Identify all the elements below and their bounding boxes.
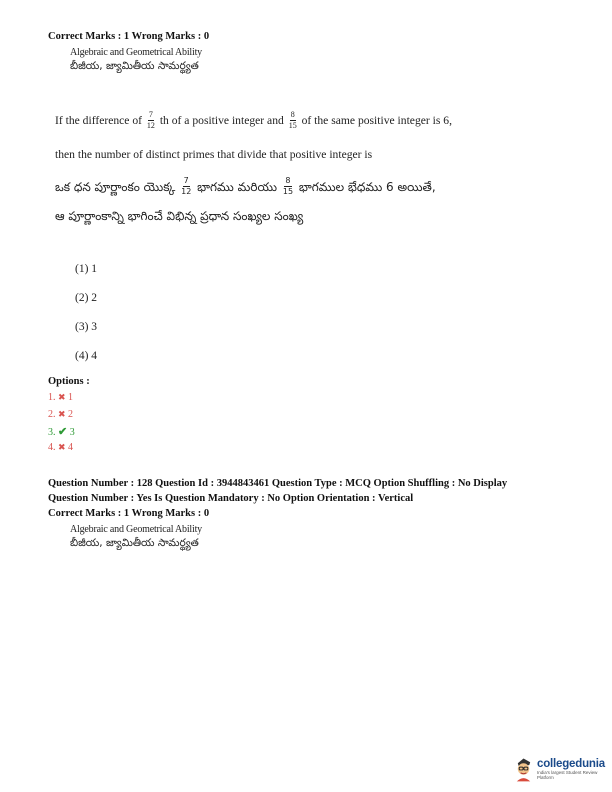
marks-header: Correct Marks : 1 Wrong Marks : 0 xyxy=(48,31,210,42)
fraction-denominator: 15 xyxy=(288,121,297,130)
option-value: 4 xyxy=(68,442,74,453)
fraction-8-15-telugu xyxy=(283,177,293,196)
logo-name: collegedunia xyxy=(537,758,605,770)
option-value: 2 xyxy=(68,409,74,420)
question-telugu-line-1 xyxy=(55,178,436,197)
collegedunia-logo xyxy=(513,756,612,782)
mascot-icon xyxy=(513,756,534,782)
fraction-numerator: 8 xyxy=(290,110,295,119)
option-3 xyxy=(48,425,75,438)
next-subject-english: Algebraic and Geometrical Ability xyxy=(70,524,202,535)
choice-1: (1) 1 xyxy=(75,263,98,275)
question-text-post: of the same positive integer is 6, xyxy=(301,114,452,128)
question-meta-line-1: Question Number : 128 Question Id : 3944843461 Question Type : MCQ Option Shuffling : No Display xyxy=(48,478,508,489)
choice-2: (2) 2 xyxy=(75,292,98,304)
check-icon: ✔ xyxy=(58,426,68,438)
logo-tagline: India's largest Student Review Platform xyxy=(537,770,598,780)
question-line-1 xyxy=(55,112,452,131)
option-number: 4. xyxy=(48,442,56,453)
option-number: 2. xyxy=(48,409,56,420)
option-2 xyxy=(48,409,73,420)
question-text-mid: th of a positive integer and xyxy=(159,114,284,128)
telugu-text-post: భాగముల భేధము 6 అయితే, xyxy=(298,180,436,194)
option-1 xyxy=(48,392,73,403)
option-4 xyxy=(48,442,73,453)
question-telugu-line-2: ఆ పూర్ణాంకాన్ని భాగించే విభిన్న ప్రధాన సంఖ్యల సంఖ్య xyxy=(55,209,304,223)
cross-icon: ✖ xyxy=(58,392,66,402)
option-value: 3 xyxy=(69,427,75,438)
fraction-numerator: 7 xyxy=(148,110,153,119)
option-value: 1 xyxy=(68,392,74,403)
cross-icon: ✖ xyxy=(58,442,66,452)
telugu-text-mid: భాగము మరియు xyxy=(197,180,278,194)
question-line-2: then the number of distinct primes that divide that positive integer is xyxy=(55,148,373,161)
option-number: 1. xyxy=(48,392,56,403)
question-marks: Correct Marks : 1 Wrong Marks : 0 xyxy=(48,508,210,519)
fraction-7-12 xyxy=(147,111,155,130)
fraction-denominator: 12 xyxy=(146,121,155,130)
telugu-text-pre: ఒక ధన పూర్ణాంకం యొక్క xyxy=(55,180,176,194)
cross-icon: ✖ xyxy=(58,409,66,419)
next-subject-telugu: బీజీయ, జ్యామితీయ సామర్థ్యత xyxy=(70,537,199,549)
option-number: 3. xyxy=(48,427,56,438)
fraction-denominator: 15 xyxy=(282,187,294,196)
fraction-8-15 xyxy=(289,111,297,130)
choice-4: (4) 4 xyxy=(75,350,98,362)
choice-3: (3) 3 xyxy=(75,321,98,333)
question-text-pre: If the difference of xyxy=(55,114,143,128)
fraction-7-12-telugu xyxy=(181,177,191,196)
options-header: Options : xyxy=(48,376,90,387)
question-meta-line-2: Question Number : Yes Is Question Mandatory : No Option Orientation : Vertical xyxy=(48,493,414,504)
fraction-numerator: 8 xyxy=(285,176,291,185)
subject-english: Algebraic and Geometrical Ability xyxy=(70,47,202,58)
fraction-numerator: 7 xyxy=(183,176,189,185)
fraction-denominator: 12 xyxy=(181,187,192,196)
subject-telugu: బీజీయ, జ్యామితీయ సామర్థ్యత xyxy=(70,60,199,72)
